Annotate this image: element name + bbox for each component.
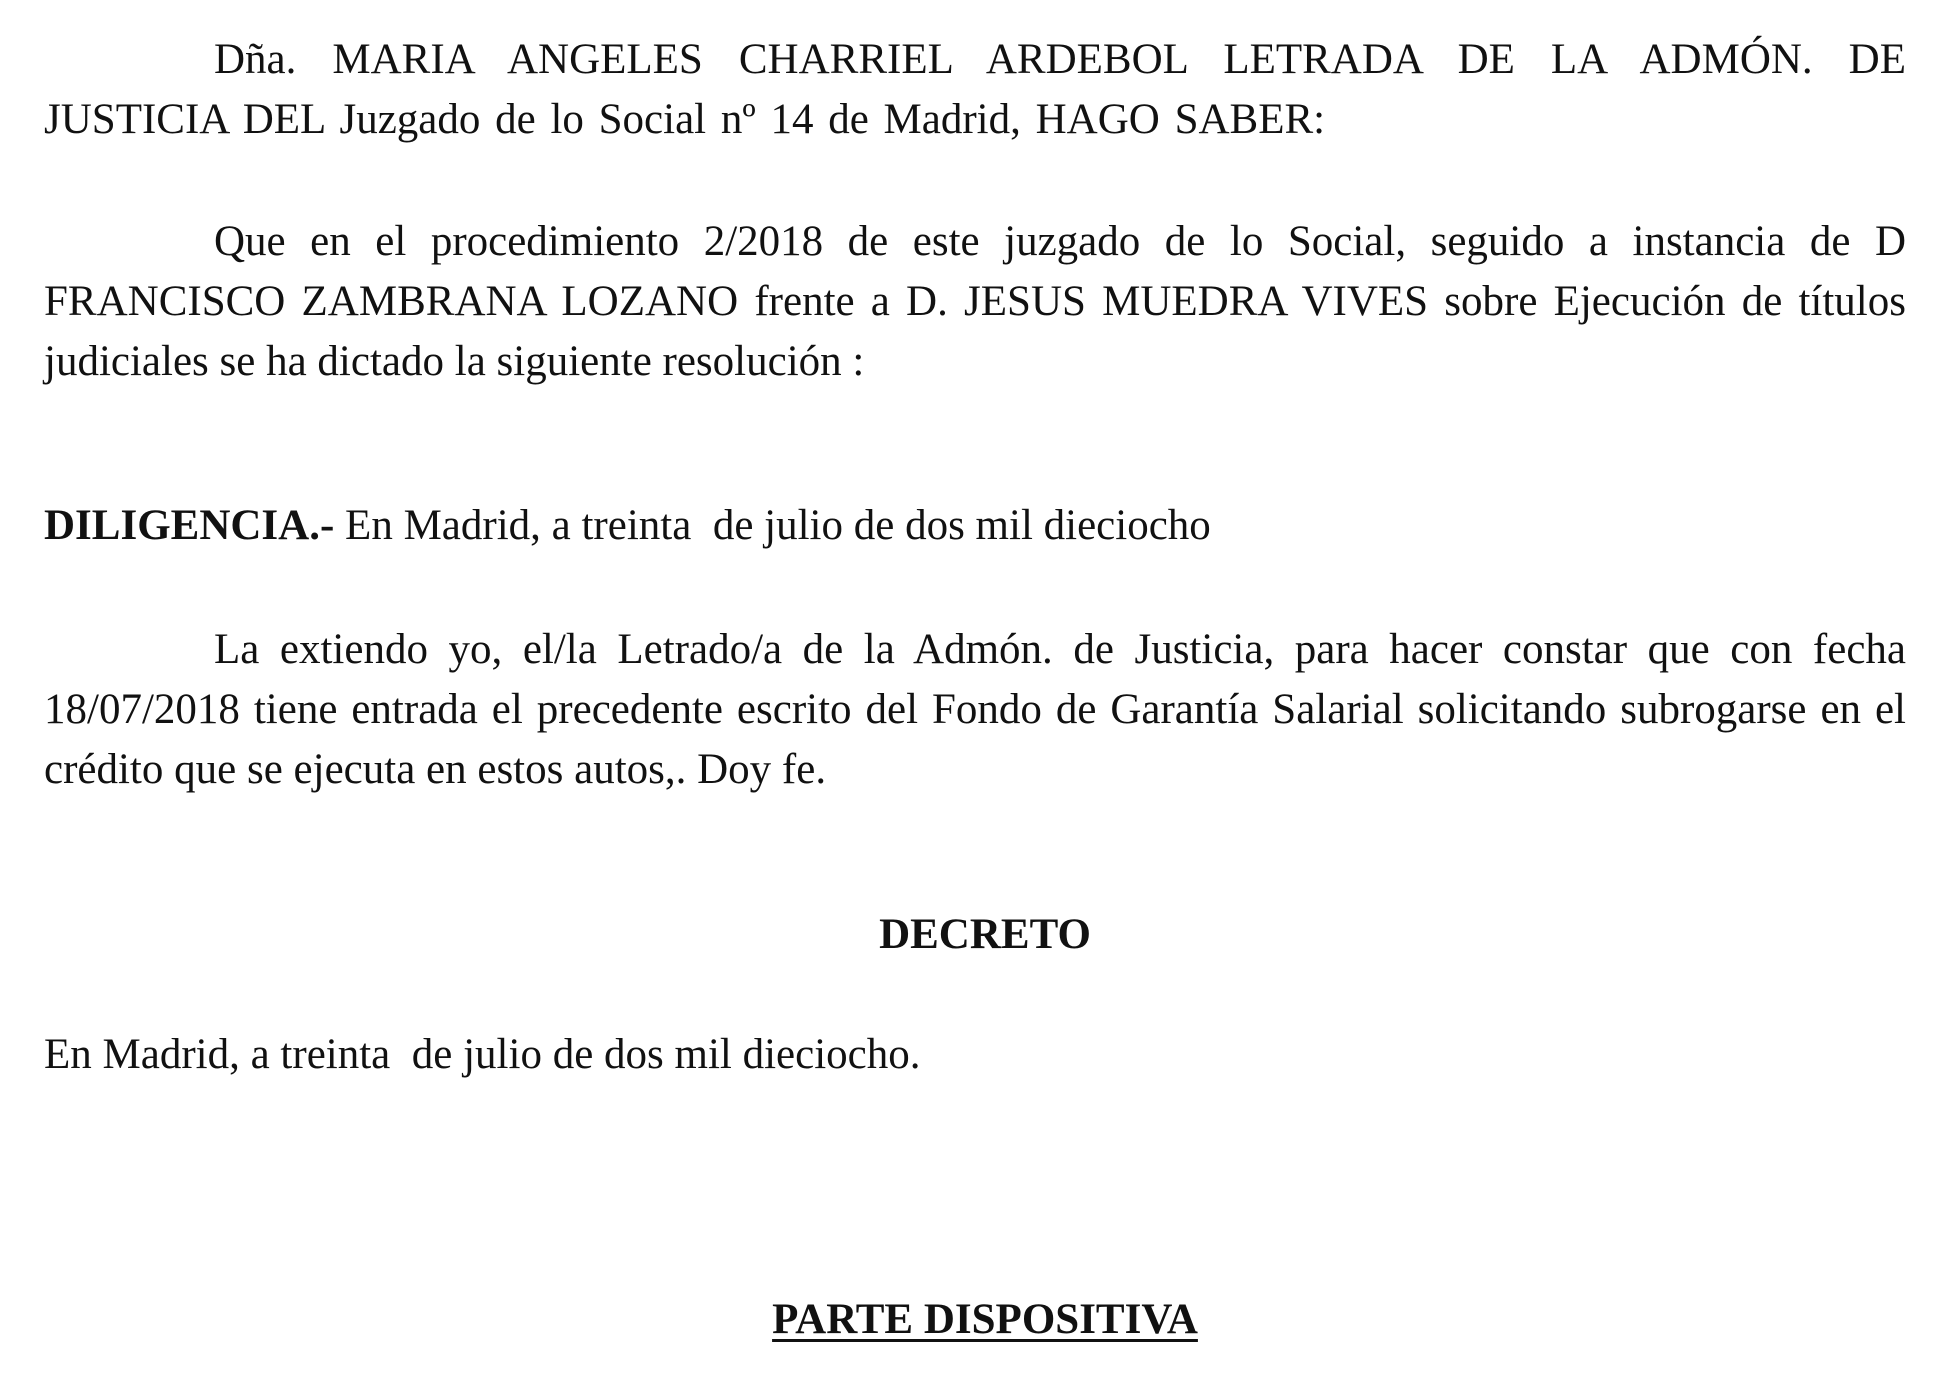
decreto-date-paragraph: En Madrid, a treinta de julio de dos mil dieciocho.: [44, 1031, 921, 1078]
parte-dispositiva-heading: PARTE DISPOSITIVA: [772, 1296, 1198, 1343]
diligencia-label: DILIGENCIA.-: [44, 502, 335, 549]
decreto-heading: DECRETO: [879, 911, 1091, 958]
procedure-paragraph: Que en el procedimiento 2/2018 de este juzgado de lo Social, seguido a instancia de D FRANCISCO ZAMBRANA LOZANO frente a D. JESUS MUEDRA VIVES sobre Ejecución de títulos judiciales se ha dictado la siguiente resolución :: [44, 218, 1906, 385]
diligencia-text: En Madrid, a treinta de julio de dos mil dieciocho: [334, 502, 1211, 549]
constancia-paragraph: La extiendo yo, el/la Letrado/a de la Admón. de Justicia, para hacer constar que con fecha 18/07/2018 tiene entrada el precedente escrito del Fondo de Garantía Salarial solicitando subrogarse en el crédito que se ejecuta en estos autos,. Doy fe.: [44, 626, 1906, 793]
intro-paragraph: Dña. MARIA ANGELES CHARRIEL ARDEBOL LETRADA DE LA ADMÓN. DE JUSTICIA DEL Juzgado de lo Social nº 14 de Madrid, HAGO SABER:: [44, 36, 1906, 143]
diligencia-paragraph: [44, 496, 1906, 556]
